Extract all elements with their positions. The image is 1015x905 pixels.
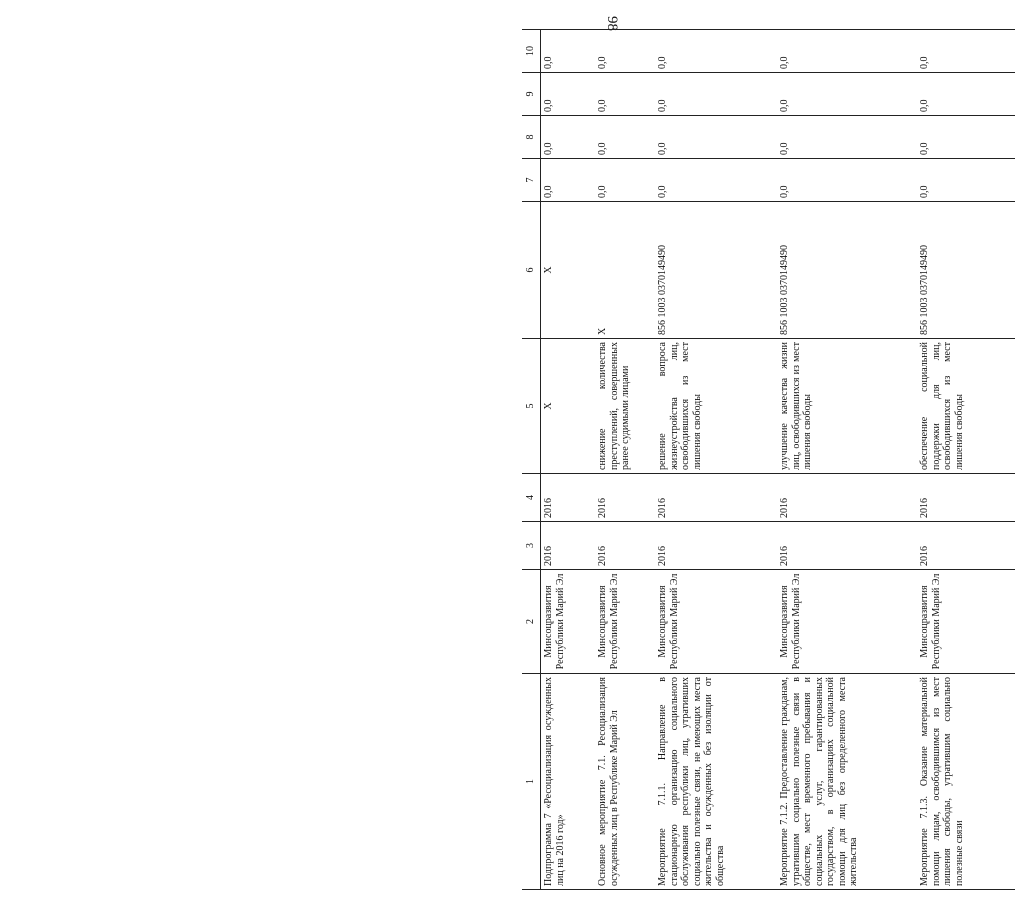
cell-executor: Минсоцразвития Республики Марий Эл — [595, 570, 655, 674]
cell-value: 0,0 — [655, 116, 777, 159]
cell-end: 2016 — [777, 474, 917, 522]
table-row — [541, 30, 596, 890]
cell-end: 2016 — [655, 474, 777, 522]
cell-value: 0,0 — [777, 73, 917, 116]
cell-code: X — [541, 202, 596, 339]
cell-value: 0,0 — [917, 30, 1015, 73]
col-header-4: 4 — [522, 474, 541, 522]
cell-value: 0,0 — [541, 30, 596, 73]
table-row — [917, 30, 1015, 890]
cell-code: 856 1003 0370149490 — [777, 202, 917, 339]
cell-value: 0,0 — [917, 73, 1015, 116]
cell-name: Мероприятие 7.1.2. Предоставление гражданам, утратившим социально полезные связи в обществе, мест временного пребывания и социальных услуг, гарантированных государством, в организациях социальной помощи для лиц без определенного места жительства — [777, 674, 917, 890]
col-header-3: 3 — [522, 522, 541, 570]
cell-value: 0,0 — [595, 30, 655, 73]
cell-name: Подпрограмма 7 «Ресоциализация осужденных лиц на 2016 год» — [541, 674, 596, 890]
cell-executor: Минсоцразвития Республики Марий Эл — [655, 570, 777, 674]
cell-value: 0,0 — [655, 159, 777, 202]
page-number: 98 — [604, 16, 620, 31]
table-row — [777, 30, 917, 890]
cell-result: решение вопроса жизнеустройства лиц, освободившихся из мест лишения свободы — [655, 339, 777, 474]
cell-value: 0,0 — [595, 159, 655, 202]
program-table — [522, 29, 1015, 890]
cell-name: Мероприятие 7.1.1. Направление в стационарную организацию социального обслуживания республики лиц, утративших социально полезные связи, не имеющих места жительства и осужденных без изоляции от общества — [655, 674, 777, 890]
cell-name: Мероприятие 7.1.3. Оказание материальной помощи лицам, освободившимся из мест лишения свободы, утратившим социально полезные связи — [917, 674, 1015, 890]
col-header-10: 10 — [522, 30, 541, 73]
table-row — [655, 30, 777, 890]
cell-end: 2016 — [917, 474, 1015, 522]
cell-start: 2016 — [595, 522, 655, 570]
cell-start: 2016 — [541, 522, 596, 570]
cell-end: 2016 — [541, 474, 596, 522]
cell-start: 2016 — [917, 522, 1015, 570]
cell-executor: Минсоцразвития Республики Марий Эл — [541, 570, 596, 674]
cell-executor: Минсоцразвития Республики Марий Эл — [917, 570, 1015, 674]
cell-end: 2016 — [595, 474, 655, 522]
col-header-1: 1 — [522, 674, 541, 890]
header-row — [522, 30, 541, 890]
cell-result: X — [541, 339, 596, 474]
cell-code: 856 1003 0370149490 — [655, 202, 777, 339]
cell-value: 0,0 — [595, 116, 655, 159]
cell-name: Основное мероприятие 7.1. Ресоциализация осужденных лиц в Республике Марий Эл — [595, 674, 655, 890]
cell-value: 0,0 — [541, 116, 596, 159]
col-header-9: 9 — [522, 73, 541, 116]
cell-start: 2016 — [777, 522, 917, 570]
rotated-table-container — [522, 30, 965, 890]
cell-value: 0,0 — [541, 159, 596, 202]
cell-value: 0,0 — [595, 73, 655, 116]
cell-result: снижение количества преступлений, совершенных ранее судимыми лицами — [595, 339, 655, 474]
cell-value: 0,0 — [655, 73, 777, 116]
cell-value: 0,0 — [655, 30, 777, 73]
col-header-6: 6 — [522, 202, 541, 339]
table-row — [595, 30, 655, 890]
cell-start: 2016 — [655, 522, 777, 570]
cell-value: 0,0 — [777, 159, 917, 202]
cell-result: улучшение качества жизни лиц, освободившихся из мест лишения свободы — [777, 339, 917, 474]
col-header-5: 5 — [522, 339, 541, 474]
cell-code: 856 1003 0370149490 — [917, 202, 1015, 339]
cell-value: 0,0 — [777, 30, 917, 73]
col-header-2: 2 — [522, 570, 541, 674]
cell-result: обеспечение социальной поддержки для лиц, освободившихся из мест лишения свободы — [917, 339, 1015, 474]
col-header-8: 8 — [522, 116, 541, 159]
cell-value: 0,0 — [541, 73, 596, 116]
cell-executor: Минсоцразвития Республики Марий Эл — [777, 570, 917, 674]
cell-value: 0,0 — [917, 116, 1015, 159]
col-header-7: 7 — [522, 159, 541, 202]
cell-code: X — [595, 202, 655, 339]
cell-value: 0,0 — [917, 159, 1015, 202]
cell-value: 0,0 — [777, 116, 917, 159]
